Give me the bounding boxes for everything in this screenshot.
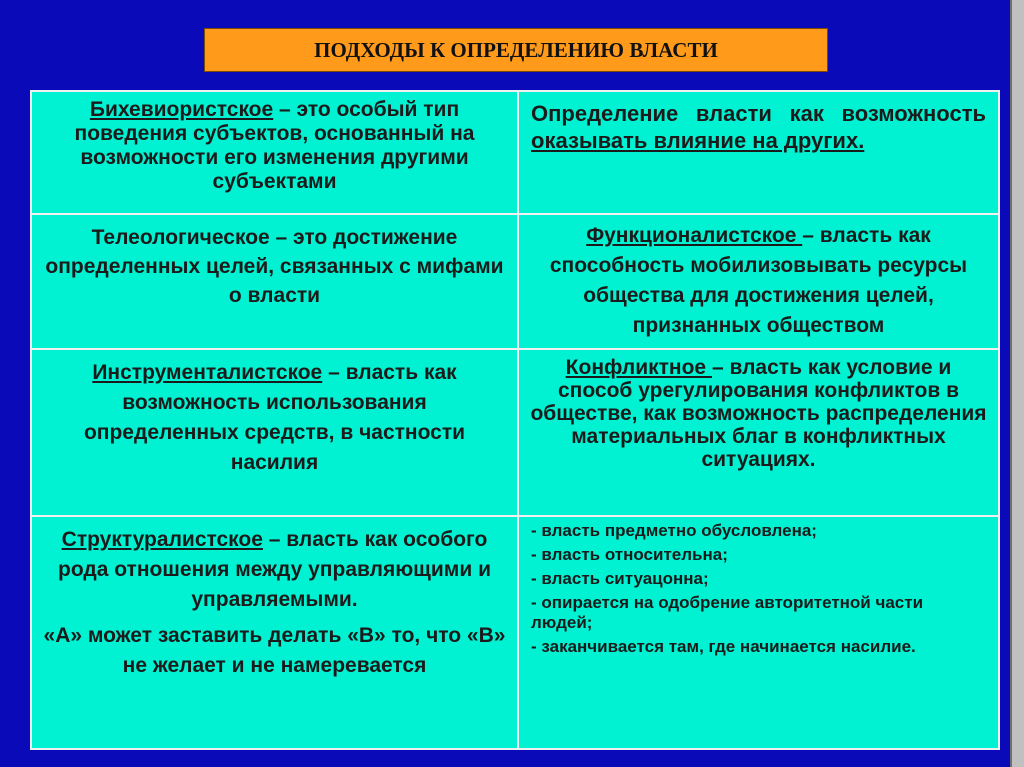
cell-behaviorist [32, 92, 517, 213]
cell-instrumentalist [32, 350, 517, 515]
behaviorist-definition: – это особый тип поведения субъектов, основанный на возможности его изменения другими субъектами [74, 98, 475, 193]
list-item: - опирается на одобрение авторитетной части людей; [531, 593, 924, 632]
cell-conflict [519, 350, 998, 515]
cell-properties-list [519, 517, 998, 748]
cell-structuralist [32, 517, 517, 748]
instrumentalist-definition: – власть как возможность использования определенных средств, в частности насилия [83, 361, 466, 474]
influence-underlined: оказывать влияние на других. [531, 128, 865, 153]
structuralist-definition: – власть как особого рода отношения между управляющими и управляемыми. [58, 528, 491, 611]
teleological-definition: Телеологическое – это достижение определенных целей, связанных с мифами о власти [45, 226, 504, 307]
cell-influence-definition [519, 92, 998, 213]
list-item: - заканчивается там, где начинается насилие. [531, 637, 916, 656]
term-behaviorist: Бихевиористское [89, 98, 274, 121]
list-item: - власть предметно обусловлена; [531, 521, 817, 540]
term-structuralist: Структуралистское [61, 528, 263, 551]
term-instrumentalist: Инструменталистское [92, 361, 323, 384]
influence-prefix: Определение власти как возможность [531, 101, 986, 126]
right-edge-bar [1010, 0, 1024, 767]
functionalist-definition: – власть как способность мобилизовывать ресурсы общества для достижения целей, признанных обществом [549, 224, 968, 337]
conflict-definition: – власть как условие и способ урегулирования конфликтов в обществе, как возможность распределения материальных благ в конфликтных ситуациях. [530, 356, 987, 471]
term-functionalist: Функционалистское [586, 224, 803, 247]
list-item: - власть ситуацонна; [531, 569, 709, 588]
term-conflict: Конфликтное [565, 356, 712, 379]
cell-teleological [32, 215, 517, 348]
slide-title: ПОДХОДЫ К ОПРЕДЕЛЕНИЮ ВЛАСТИ [204, 28, 828, 72]
structuralist-example: «А» может заставить делать «В» то, что «В» не желает и не намеревается [43, 624, 506, 677]
list-item: - власть относительна; [531, 545, 728, 564]
structuralist-paragraph [42, 525, 507, 615]
approaches-table [30, 90, 1000, 750]
cell-functionalist [519, 215, 998, 348]
